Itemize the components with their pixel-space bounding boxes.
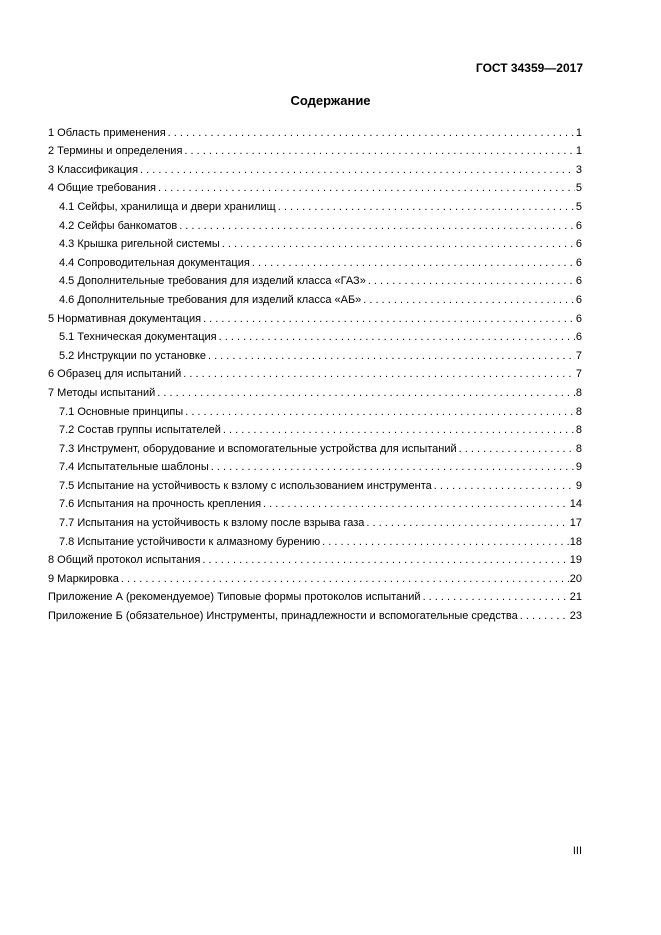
toc-leader-dots	[278, 201, 575, 214]
toc-entry[interactable]	[48, 511, 582, 530]
toc-entry-page: 8	[575, 386, 582, 399]
toc-entry-title: 8 Общий протокол испытания	[48, 554, 201, 567]
toc-entry-page: 17	[569, 517, 582, 530]
toc-entry-page: 19	[569, 554, 582, 567]
toc-entry[interactable]	[48, 251, 582, 270]
toc-leader-dots	[434, 480, 575, 493]
toc-leader-dots	[263, 498, 569, 511]
toc-entry-page: 14	[569, 498, 582, 511]
toc-entry[interactable]	[48, 437, 582, 456]
toc-entry-title: 1 Область применения	[48, 126, 166, 139]
toc-entry-page: 6	[575, 256, 582, 269]
toc-entry-title: 9 Маркировка	[48, 572, 119, 585]
toc-entry[interactable]	[48, 326, 582, 345]
toc-entry[interactable]	[48, 400, 582, 419]
toc-leader-dots	[423, 591, 569, 604]
toc-entry-page: 6	[575, 293, 582, 306]
toc-entry[interactable]	[48, 121, 582, 140]
toc-entry-title: 7.4 Испытательные шаблоны	[59, 461, 209, 474]
toc-leader-dots	[202, 554, 568, 567]
toc-entry[interactable]	[48, 456, 582, 475]
toc-entry-page: 6	[575, 275, 582, 288]
toc-entry-page: 9	[575, 479, 582, 492]
toc-leader-dots	[121, 573, 569, 586]
toc-entry-title: 4 Общие требования	[48, 182, 156, 195]
toc-entry[interactable]	[48, 288, 582, 307]
toc-entry-page: 7	[575, 349, 582, 362]
toc-leader-dots	[211, 461, 575, 474]
toc-entry[interactable]	[48, 195, 582, 214]
toc-leader-dots	[157, 387, 575, 400]
toc-entry-page: 8	[575, 442, 582, 455]
toc-entry[interactable]	[48, 604, 582, 623]
toc-entry-title: 3 Классификация	[48, 163, 139, 176]
toc-entry[interactable]	[48, 270, 582, 289]
page-title: Содержание	[290, 93, 371, 108]
toc-entry-page: 5	[575, 182, 582, 195]
toc-leader-dots	[184, 145, 574, 158]
toc-entry-title: 5 Нормативная документация	[48, 312, 202, 325]
toc-entry[interactable]	[48, 307, 582, 326]
toc-entry[interactable]	[48, 381, 582, 400]
toc-entry-page: 8	[575, 405, 582, 418]
toc-entry-page: 21	[569, 591, 582, 604]
toc-entry[interactable]	[48, 214, 582, 233]
toc-entry-page: 18	[569, 535, 582, 548]
toc-entry-page: 20	[569, 572, 582, 585]
toc-entry-title: 7.5 Испытание на устойчивость к взлому с использованием инструмента	[59, 479, 432, 492]
toc-leader-dots	[158, 182, 575, 195]
toc-entry-page: 8	[575, 424, 582, 437]
toc-entry-page: 6	[575, 219, 582, 232]
toc-leader-dots	[179, 220, 575, 233]
toc-entry-title: Приложение Б (обязательное) Инструменты, принадлежности и вспомогательные средства	[48, 610, 518, 623]
toc-entry-page: 9	[575, 461, 582, 474]
toc-leader-dots	[183, 368, 575, 381]
toc-leader-dots	[363, 294, 575, 307]
toc-leader-dots	[366, 517, 568, 530]
toc-entry-title: 5.1 Техническая документация	[59, 331, 217, 344]
toc-leader-dots	[208, 350, 575, 363]
toc-entry[interactable]	[48, 140, 582, 159]
toc-entry[interactable]	[48, 158, 582, 177]
toc-entry[interactable]	[48, 567, 582, 586]
toc-entry-title: Приложение А (рекомендуемое) Типовые формы протоколов испытаний	[48, 591, 421, 604]
toc-entry-title: 5.2 Инструкции по установке	[59, 349, 206, 362]
toc-entry-title: 7.1 Основные принципы	[59, 405, 184, 418]
toc-leader-dots	[520, 610, 569, 623]
toc-entry-title: 4.2 Сейфы банкоматов	[59, 219, 178, 232]
toc-leader-dots	[368, 275, 575, 288]
toc-entry[interactable]	[48, 233, 582, 252]
toc-entry-title: 7.2 Состав группы испытателей	[59, 424, 221, 437]
toc-entry-page: 6	[575, 312, 582, 325]
toc-entry-title: 4.3 Крышка ригельной системы	[59, 238, 220, 251]
standard-designation: ГОСТ 34359—2017	[475, 61, 583, 75]
toc-leader-dots	[222, 238, 575, 251]
toc-entry-title: 7 Методы испытаний	[48, 386, 156, 399]
page-number: III	[572, 845, 582, 857]
toc-entry-title: 4.4 Сопроводительная документация	[59, 256, 250, 269]
toc-entry-page: 6	[575, 331, 582, 344]
toc-entry-page: 6	[575, 238, 582, 251]
toc-entry-page: 3	[575, 163, 582, 176]
toc-entry-title: 7.7 Испытания на устойчивость к взлому после взрыва газа	[59, 517, 365, 530]
toc-entry-page: 7	[575, 368, 582, 381]
toc-entry[interactable]	[48, 363, 582, 382]
toc-leader-dots	[185, 406, 575, 419]
toc-entry-page: 5	[575, 200, 582, 213]
toc-entry[interactable]	[48, 549, 582, 568]
table-of-contents	[48, 121, 582, 623]
toc-leader-dots	[140, 164, 575, 177]
toc-leader-dots	[168, 127, 575, 140]
toc-entry-title: 4.1 Сейфы, хранилища и двери хранилищ	[59, 200, 276, 213]
toc-entry[interactable]	[48, 344, 582, 363]
toc-entry-page: 23	[569, 610, 582, 623]
toc-entry-title: 2 Термины и определения	[48, 145, 183, 158]
toc-entry[interactable]	[48, 493, 582, 512]
toc-entry-page: 1	[575, 145, 582, 158]
toc-entry[interactable]	[48, 586, 582, 605]
toc-leader-dots	[252, 257, 575, 270]
toc-entry-title: 6 Образец для испытаний	[48, 368, 182, 381]
toc-entry-page: 1	[575, 126, 582, 139]
toc-entry-title: 4.6 Дополнительные требования для изделий класса «АБ»	[59, 293, 362, 306]
toc-leader-dots	[322, 536, 569, 549]
toc-entry-title: 7.8 Испытание устойчивости к алмазному бурению	[59, 535, 321, 548]
toc-leader-dots	[459, 443, 575, 456]
toc-entry[interactable]	[48, 474, 582, 493]
toc-entry[interactable]	[48, 530, 582, 549]
toc-entry-title: 7.6 Испытания на прочность крепления	[59, 498, 262, 511]
toc-leader-dots	[219, 331, 575, 344]
toc-entry-title: 7.3 Инструмент, оборудование и вспомогательные устройства для испытаний	[59, 442, 457, 455]
toc-entry[interactable]	[48, 419, 582, 438]
toc-entry-title: 4.5 Дополнительные требования для изделий класса «ГАЗ»	[59, 275, 366, 288]
toc-leader-dots	[203, 313, 575, 326]
toc-leader-dots	[223, 424, 575, 437]
toc-entry[interactable]	[48, 177, 582, 196]
